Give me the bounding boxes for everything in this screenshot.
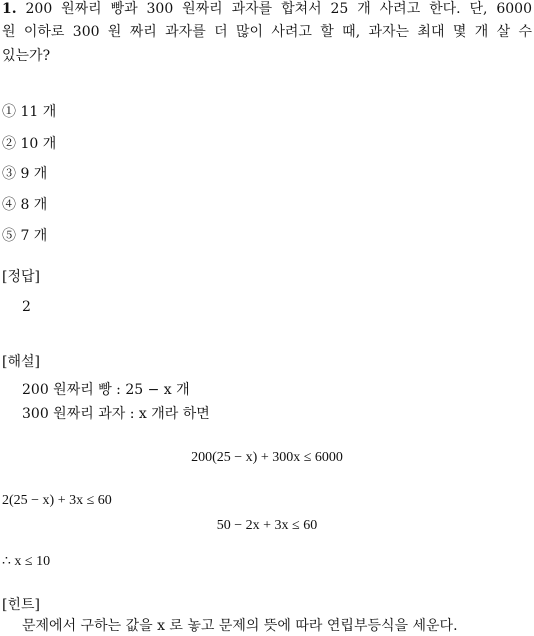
choice-1[interactable] bbox=[2, 103, 56, 121]
choice-2[interactable] bbox=[2, 135, 56, 153]
choice-text: 8 개 bbox=[20, 197, 48, 213]
choice-text: 7 개 bbox=[20, 228, 48, 244]
hint-label: [힌트] bbox=[2, 597, 40, 613]
answer-value: 2 bbox=[22, 299, 31, 315]
problem-line-1 bbox=[2, 0, 532, 18]
problem-text-1: 200 원짜리 빵과 300 원짜리 과자를 합쳐서 25 개 사려고 한다. 단, 6000 bbox=[25, 1, 532, 17]
explanation-line-1: 200 원짜리 빵 : 25 − x 개 bbox=[22, 382, 190, 398]
choice-marker: ④ bbox=[2, 197, 16, 213]
equation-4: ∴ x ≤ 10 bbox=[2, 554, 51, 569]
hint-text: 문제에서 구하는 값을 x 로 놓고 문제의 뜻에 따라 연립부등식을 세운다. bbox=[22, 618, 458, 634]
problem-line-2: 원 이하로 300 원 짜리 과자를 더 많이 사려고 할 때, 과자는 최대 몇 개 살 수 bbox=[2, 24, 532, 40]
choice-5[interactable] bbox=[2, 227, 47, 245]
choice-text: 10 개 bbox=[20, 136, 57, 152]
choice-marker: ⑤ bbox=[2, 228, 16, 244]
answer-label: [정답] bbox=[2, 269, 40, 285]
problem-number: 1. bbox=[2, 1, 17, 17]
equation-3: 50 − 2x + 3x ≤ 60 bbox=[216, 518, 318, 533]
choice-text: 11 개 bbox=[20, 104, 57, 120]
explanation-line-2: 300 원짜리 과자 : x 개라 하면 bbox=[22, 406, 210, 422]
equation-1: 200(25 − x) + 300x ≤ 6000 bbox=[191, 450, 343, 465]
choice-marker: ② bbox=[2, 136, 16, 152]
problem-line-3: 있는가? bbox=[2, 48, 51, 64]
choice-4[interactable] bbox=[2, 196, 47, 214]
explanation-label: [해설] bbox=[2, 354, 40, 370]
choice-marker: ① bbox=[2, 104, 16, 120]
equation-2: 2(25 − x) + 3x ≤ 60 bbox=[2, 493, 112, 508]
choice-3[interactable] bbox=[2, 165, 47, 183]
choice-text: 9 개 bbox=[20, 166, 48, 182]
choice-marker: ③ bbox=[2, 166, 16, 182]
